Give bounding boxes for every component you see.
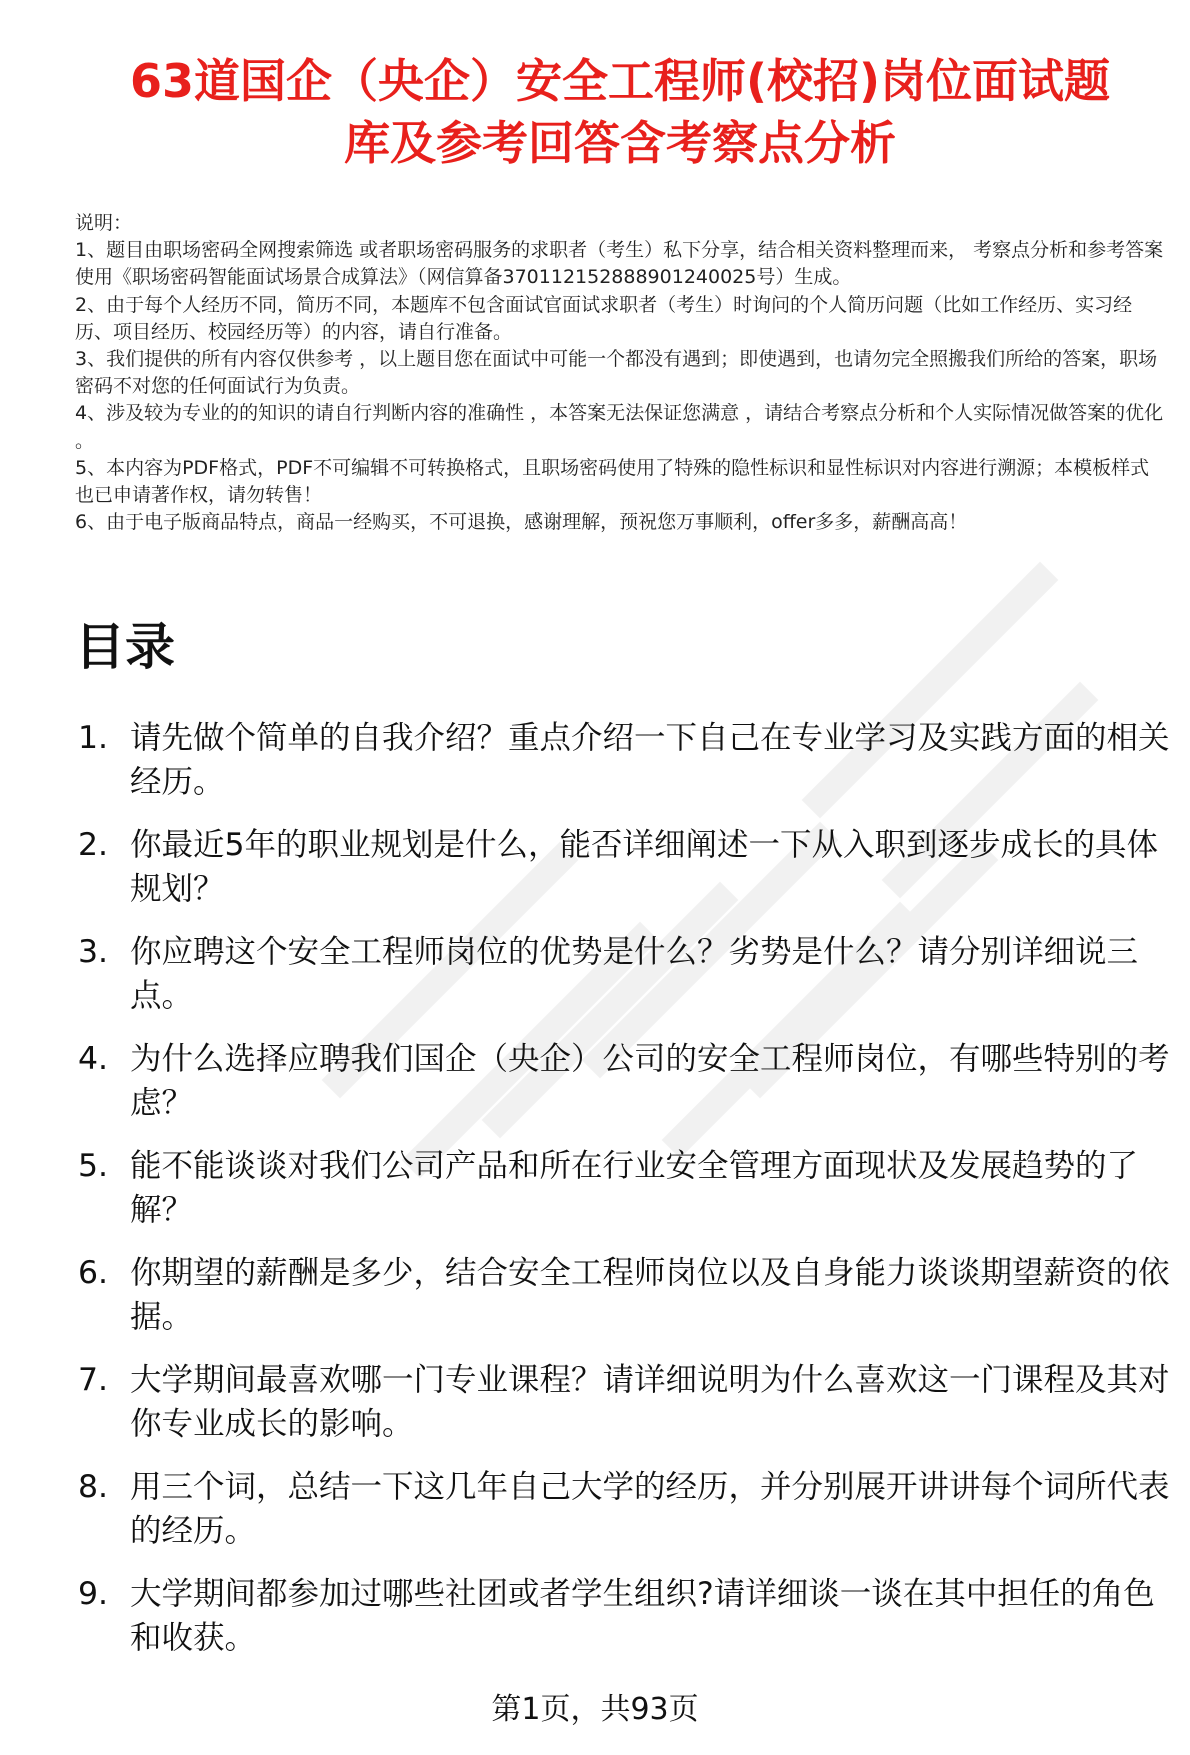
toc-item[interactable]	[75, 1251, 1175, 1339]
toc-item[interactable]	[75, 823, 1175, 911]
toc-item[interactable]	[75, 1358, 1175, 1446]
note-item: 3、我们提供的所有内容仅供参考 ，以上题目您在面试中可能一个都没有遇到；即使遇到，也请勿完全照搬我们所给的答案，职场密码不对您的任何面试行为负责。	[75, 348, 1158, 398]
note-item: 5、本内容为PDF格式，PDF不可编辑不可转换格式，且职场密码使用了特殊的隐性标识和显性标识对内容进行溯源；本模板样式也已申请著作权，请勿转售！	[75, 456, 1150, 507]
toc-item[interactable]	[75, 930, 1175, 1018]
toc-item[interactable]	[75, 716, 1175, 804]
toc-item-text: 你期望的薪酬是多少，结合安全工程师岗位以及自身能力谈谈期望薪资的依据。	[130, 1255, 1170, 1335]
notes-section	[75, 210, 1165, 536]
page-number: 第1页，共93页	[491, 1692, 699, 1727]
note-item: 4、涉及较为专业的的知识的请自行判断内容的准确性 ，本答案无法保证您满意 ，请结合考察点分析和个人实际情况做答案的优化 。	[75, 402, 1164, 452]
toc-item-text: 大学期间最喜欢哪一门专业课程？请详细说明为什么喜欢这一门课程及其对你专业成长的影响。	[130, 1362, 1170, 1442]
toc-item-number: 9.	[78, 1576, 109, 1612]
toc-item-number: 2.	[78, 827, 109, 863]
toc-item-text: 用三个词，总结一下这几年自己大学的经历，并分别展开讲讲每个词所代表的经历。	[130, 1469, 1170, 1549]
toc-item-number: 3.	[78, 934, 109, 970]
toc-item[interactable]	[75, 1037, 1175, 1125]
toc-item-text: 请先做个简单的自我介绍？重点介绍一下自己在专业学习及实践方面的相关经历。	[130, 720, 1170, 800]
note-item: 2、由于每个人经历不同，简历不同，本题库不包含面试官面试求职者（考生）时询问的个人简历问题（比如工作经历、实习经历、项目经历、校园经历等）的内容，请自行准备。	[75, 293, 1133, 343]
toc-list	[75, 716, 1175, 1679]
toc-item-number: 5.	[78, 1148, 109, 1184]
toc-item-number: 4.	[78, 1041, 109, 1077]
document-title-line-2: 库及参考回答含考察点分析	[344, 116, 896, 170]
toc-item[interactable]	[75, 1144, 1175, 1232]
toc-item-number: 7.	[78, 1362, 109, 1398]
toc-item-number: 6.	[78, 1255, 109, 1291]
toc-item[interactable]	[75, 1572, 1175, 1660]
toc-item-text: 你应聘这个安全工程师岗位的优势是什么？劣势是什么？请分别详细说三点。	[130, 934, 1139, 1014]
note-item: 1、题目由职场密码全网搜索筛选 或者职场密码服务的求职者（考生）私下分享，结合相关资料整理而来， 考察点分析和参考答案使用《职场密码智能面试场景合成算法》（网信算备370112152888901240025号）生成。	[75, 239, 1164, 289]
toc-item-text: 为什么选择应聘我们国企（央企）公司的安全工程师岗位，有哪些特别的考虑？	[130, 1041, 1170, 1121]
document-title-line-1: 63道国企（央企）安全工程师(校招)岗位面试题	[129, 54, 1111, 108]
document-title	[60, 50, 1180, 174]
note-item: 6、由于电子版商品特点，商品一经购买，不可退换，感谢理解，预祝您万事顺利，offer多多，薪酬高高！	[75, 511, 968, 534]
toc-item[interactable]	[75, 1465, 1175, 1553]
notes-heading: 说明：	[75, 212, 133, 234]
toc-item-text: 能不能谈谈对我们公司产品和所在行业安全管理方面现状及发展趋势的了解？	[130, 1148, 1139, 1228]
toc-item-text: 大学期间都参加过哪些社团或者学生组织?请详细谈一谈在其中担任的角色和收获。	[130, 1576, 1155, 1656]
toc-item-number: 8.	[78, 1469, 109, 1505]
toc-heading: 目录	[75, 618, 175, 676]
toc-item-number: 1.	[78, 720, 109, 756]
toc-item-text: 你最近5年的职业规划是什么，能否详细阐述一下从入职到逐步成长的具体规划？	[130, 827, 1159, 907]
